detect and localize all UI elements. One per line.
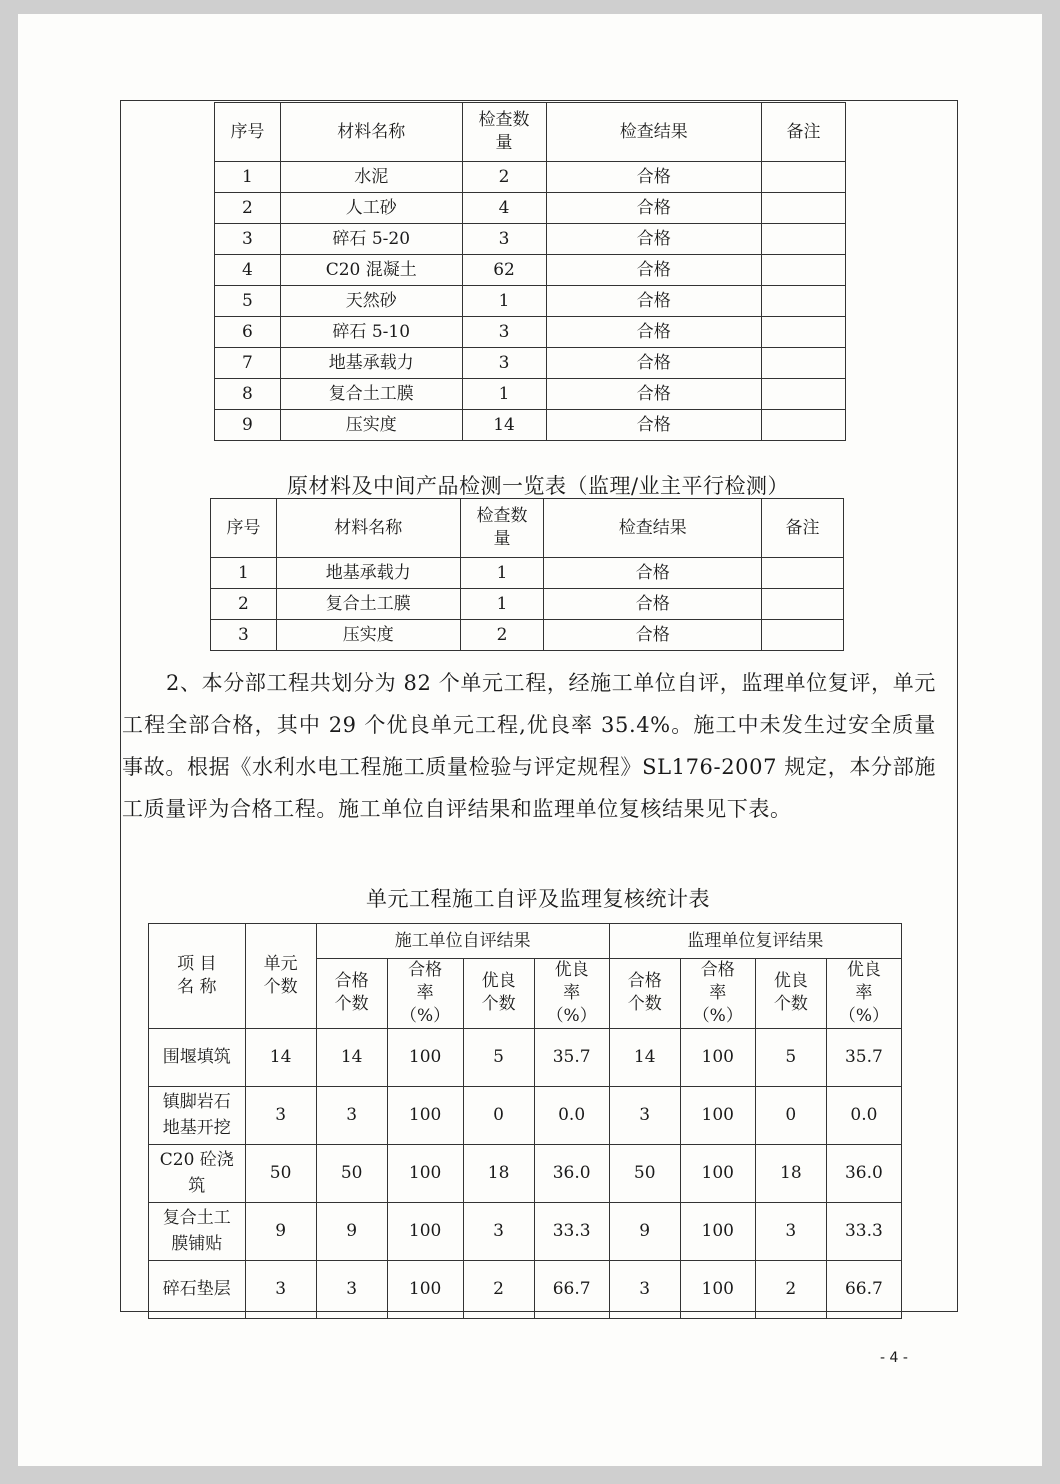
table-cell: 100 [387,1086,463,1144]
item-name-cell: 复合土工膜铺贴 [149,1202,246,1260]
header-material: 材料名称 [276,499,460,558]
table-cell: 35.7 [826,1028,901,1086]
table-row [215,162,846,193]
table-cell: 合格 [546,224,762,255]
subheader-cell: 优良率（%） [826,959,901,1029]
unit-evaluation-table [148,923,902,1319]
table-cell [762,162,846,193]
table-cell: 合格 [544,589,762,620]
table-cell: 62 [462,255,546,286]
table-cell [762,348,846,379]
table-cell: 0.0 [826,1086,901,1144]
table-cell: 5 [215,286,281,317]
table-cell: 地基承载力 [276,558,460,589]
table-row [211,558,844,589]
table-cell: 35.7 [534,1028,609,1086]
subheader-cell: 合格率（%） [680,959,755,1029]
table-cell [762,410,846,441]
table-cell: 0 [463,1086,534,1144]
table-cell: 1 [462,286,546,317]
materials-table [214,102,846,441]
table-cell: 9 [609,1202,680,1260]
header-count: 检查数量 [462,103,546,162]
table-row [215,193,846,224]
table-cell: 33.3 [826,1202,901,1260]
table-cell: 压实度 [280,410,462,441]
table-cell: 1 [460,589,544,620]
table-cell: 合格 [546,255,762,286]
table-cell: 100 [680,1202,755,1260]
table-cell: 2 [211,589,277,620]
table-cell [762,620,844,651]
table-cell: 3 [463,1202,534,1260]
table-cell: 9 [245,1202,316,1260]
table-cell: 66.7 [826,1260,901,1318]
table-cell: 碎石 5-20 [280,224,462,255]
table-cell [762,286,846,317]
table-cell: 4 [462,193,546,224]
table-row [215,410,846,441]
table-cell: 2 [755,1260,826,1318]
table-cell: 18 [463,1144,534,1202]
table-row [211,620,844,651]
table-cell: 100 [680,1144,755,1202]
header-material: 材料名称 [280,103,462,162]
table-cell: 14 [316,1028,387,1086]
table-cell: 合格 [544,620,762,651]
table-header-row [149,924,902,959]
table-cell: 3 [245,1260,316,1318]
table-cell: 8 [215,379,281,410]
table-cell: 合格 [546,317,762,348]
item-name-cell: 围堰填筑 [149,1028,246,1086]
table-cell: 3 [462,317,546,348]
table-cell: 1 [211,558,277,589]
table-row [149,1144,902,1202]
table-cell: 2 [463,1260,534,1318]
table-cell: 合格 [546,348,762,379]
table-cell: 合格 [546,162,762,193]
table-cell: 复合土工膜 [280,379,462,410]
table-cell: 1 [215,162,281,193]
header-result: 检查结果 [546,103,762,162]
table-cell: 36.0 [534,1144,609,1202]
table-cell: 3 [462,224,546,255]
table-row [215,379,846,410]
table-row [215,317,846,348]
table-cell: 人工砂 [280,193,462,224]
header-note: 备注 [762,499,844,558]
table-cell: 3 [215,224,281,255]
item-name-cell: 镇脚岩石地基开挖 [149,1086,246,1144]
table-cell: 50 [316,1144,387,1202]
table-cell: 14 [462,410,546,441]
table-cell: 100 [680,1028,755,1086]
table-cell [762,379,846,410]
header-supervisor-eval: 监理单位复评结果 [609,924,901,959]
table-cell [762,589,844,620]
table-cell: 5 [755,1028,826,1086]
table2-caption: 原材料及中间产品检测一览表（监理/业主平行检测） [286,474,790,498]
table-cell [762,224,846,255]
table-cell: 2 [215,193,281,224]
table-cell: 合格 [546,379,762,410]
table3-caption: 单元工程施工自评及监理复核统计表 [366,887,710,911]
table-row [149,1028,902,1086]
subheader-cell: 优良个数 [755,959,826,1029]
table-cell: C20 混凝土 [280,255,462,286]
table-cell: 水泥 [280,162,462,193]
table-cell: 100 [387,1144,463,1202]
table-cell: 50 [609,1144,680,1202]
table-cell: 复合土工膜 [276,589,460,620]
table-cell: 2 [460,620,544,651]
table-cell: 碎石 5-10 [280,317,462,348]
table-cell: 33.3 [534,1202,609,1260]
header-result: 检查结果 [544,499,762,558]
subheader-cell: 合格个数 [609,959,680,1029]
table-cell: 50 [245,1144,316,1202]
table-row [211,589,844,620]
parallel-test-table [210,498,844,651]
table-cell: 100 [387,1202,463,1260]
table-cell: 0.0 [534,1086,609,1144]
table-cell: 压实度 [276,620,460,651]
table-row [215,255,846,286]
table-cell: 14 [245,1028,316,1086]
page-number: - 4 - [880,1350,908,1366]
table-cell: 14 [609,1028,680,1086]
item-name-cell: C20 砼浇筑 [149,1144,246,1202]
table-row [215,286,846,317]
table-cell: 100 [680,1086,755,1144]
table-cell: 合格 [546,286,762,317]
table-cell: 3 [755,1202,826,1260]
header-item: 项 目 名 称 [149,924,246,1029]
subheader-cell: 合格个数 [316,959,387,1029]
header-self-eval: 施工单位自评结果 [316,924,609,959]
table-row [149,1260,902,1318]
table-cell: 3 [316,1086,387,1144]
header-index: 序号 [211,499,277,558]
table-cell: 3 [245,1086,316,1144]
table-cell: 100 [387,1260,463,1318]
table-cell [762,193,846,224]
header-index: 序号 [215,103,281,162]
summary-paragraph: 2、本分部工程共划分为 82 个单元工程，经施工单位自评，监理单位复评，单元工程全部合格，其中 29 个优良单元工程,优良率 35.4%。施工中未发生过安全质量事故。根据《水利水电工程施工质量检验与评定规程》SL176-2007 规定，本分部施工质量评为合格工程。施工单位自评结果和监理单位复核结果见下表。 [122,671,936,821]
table-row [215,348,846,379]
table-cell: 合格 [544,558,762,589]
table-row [215,224,846,255]
table-cell: 9 [215,410,281,441]
table-cell: 3 [609,1086,680,1144]
table-header-row [211,499,844,558]
table-cell [762,317,846,348]
table-cell: 4 [215,255,281,286]
table-cell: 1 [462,379,546,410]
subheader-cell: 优良个数 [463,959,534,1029]
table-cell [762,558,844,589]
table-cell: 1 [460,558,544,589]
table-cell: 6 [215,317,281,348]
table-cell: 9 [316,1202,387,1260]
table-cell: 3 [462,348,546,379]
table-cell: 2 [462,162,546,193]
table-cell: 天然砂 [280,286,462,317]
table-cell: 7 [215,348,281,379]
table-cell: 66.7 [534,1260,609,1318]
table-row [149,1202,902,1260]
table-row [149,1086,902,1144]
header-count: 检查数量 [460,499,544,558]
table-cell [762,255,846,286]
table-cell: 3 [211,620,277,651]
table-cell: 100 [387,1028,463,1086]
table-cell: 合格 [546,193,762,224]
header-note: 备注 [762,103,846,162]
header-units: 单元个数 [245,924,316,1029]
table-cell: 3 [609,1260,680,1318]
item-name-cell: 碎石垫层 [149,1260,246,1318]
table-cell: 100 [680,1260,755,1318]
table-cell: 0 [755,1086,826,1144]
table-cell: 36.0 [826,1144,901,1202]
table-header-row [215,103,846,162]
subheader-cell: 优良率（%） [534,959,609,1029]
table-cell: 18 [755,1144,826,1202]
table-cell: 5 [463,1028,534,1086]
table-cell: 3 [316,1260,387,1318]
table-cell: 合格 [546,410,762,441]
subheader-cell: 合格率（%） [387,959,463,1029]
table-cell: 地基承载力 [280,348,462,379]
